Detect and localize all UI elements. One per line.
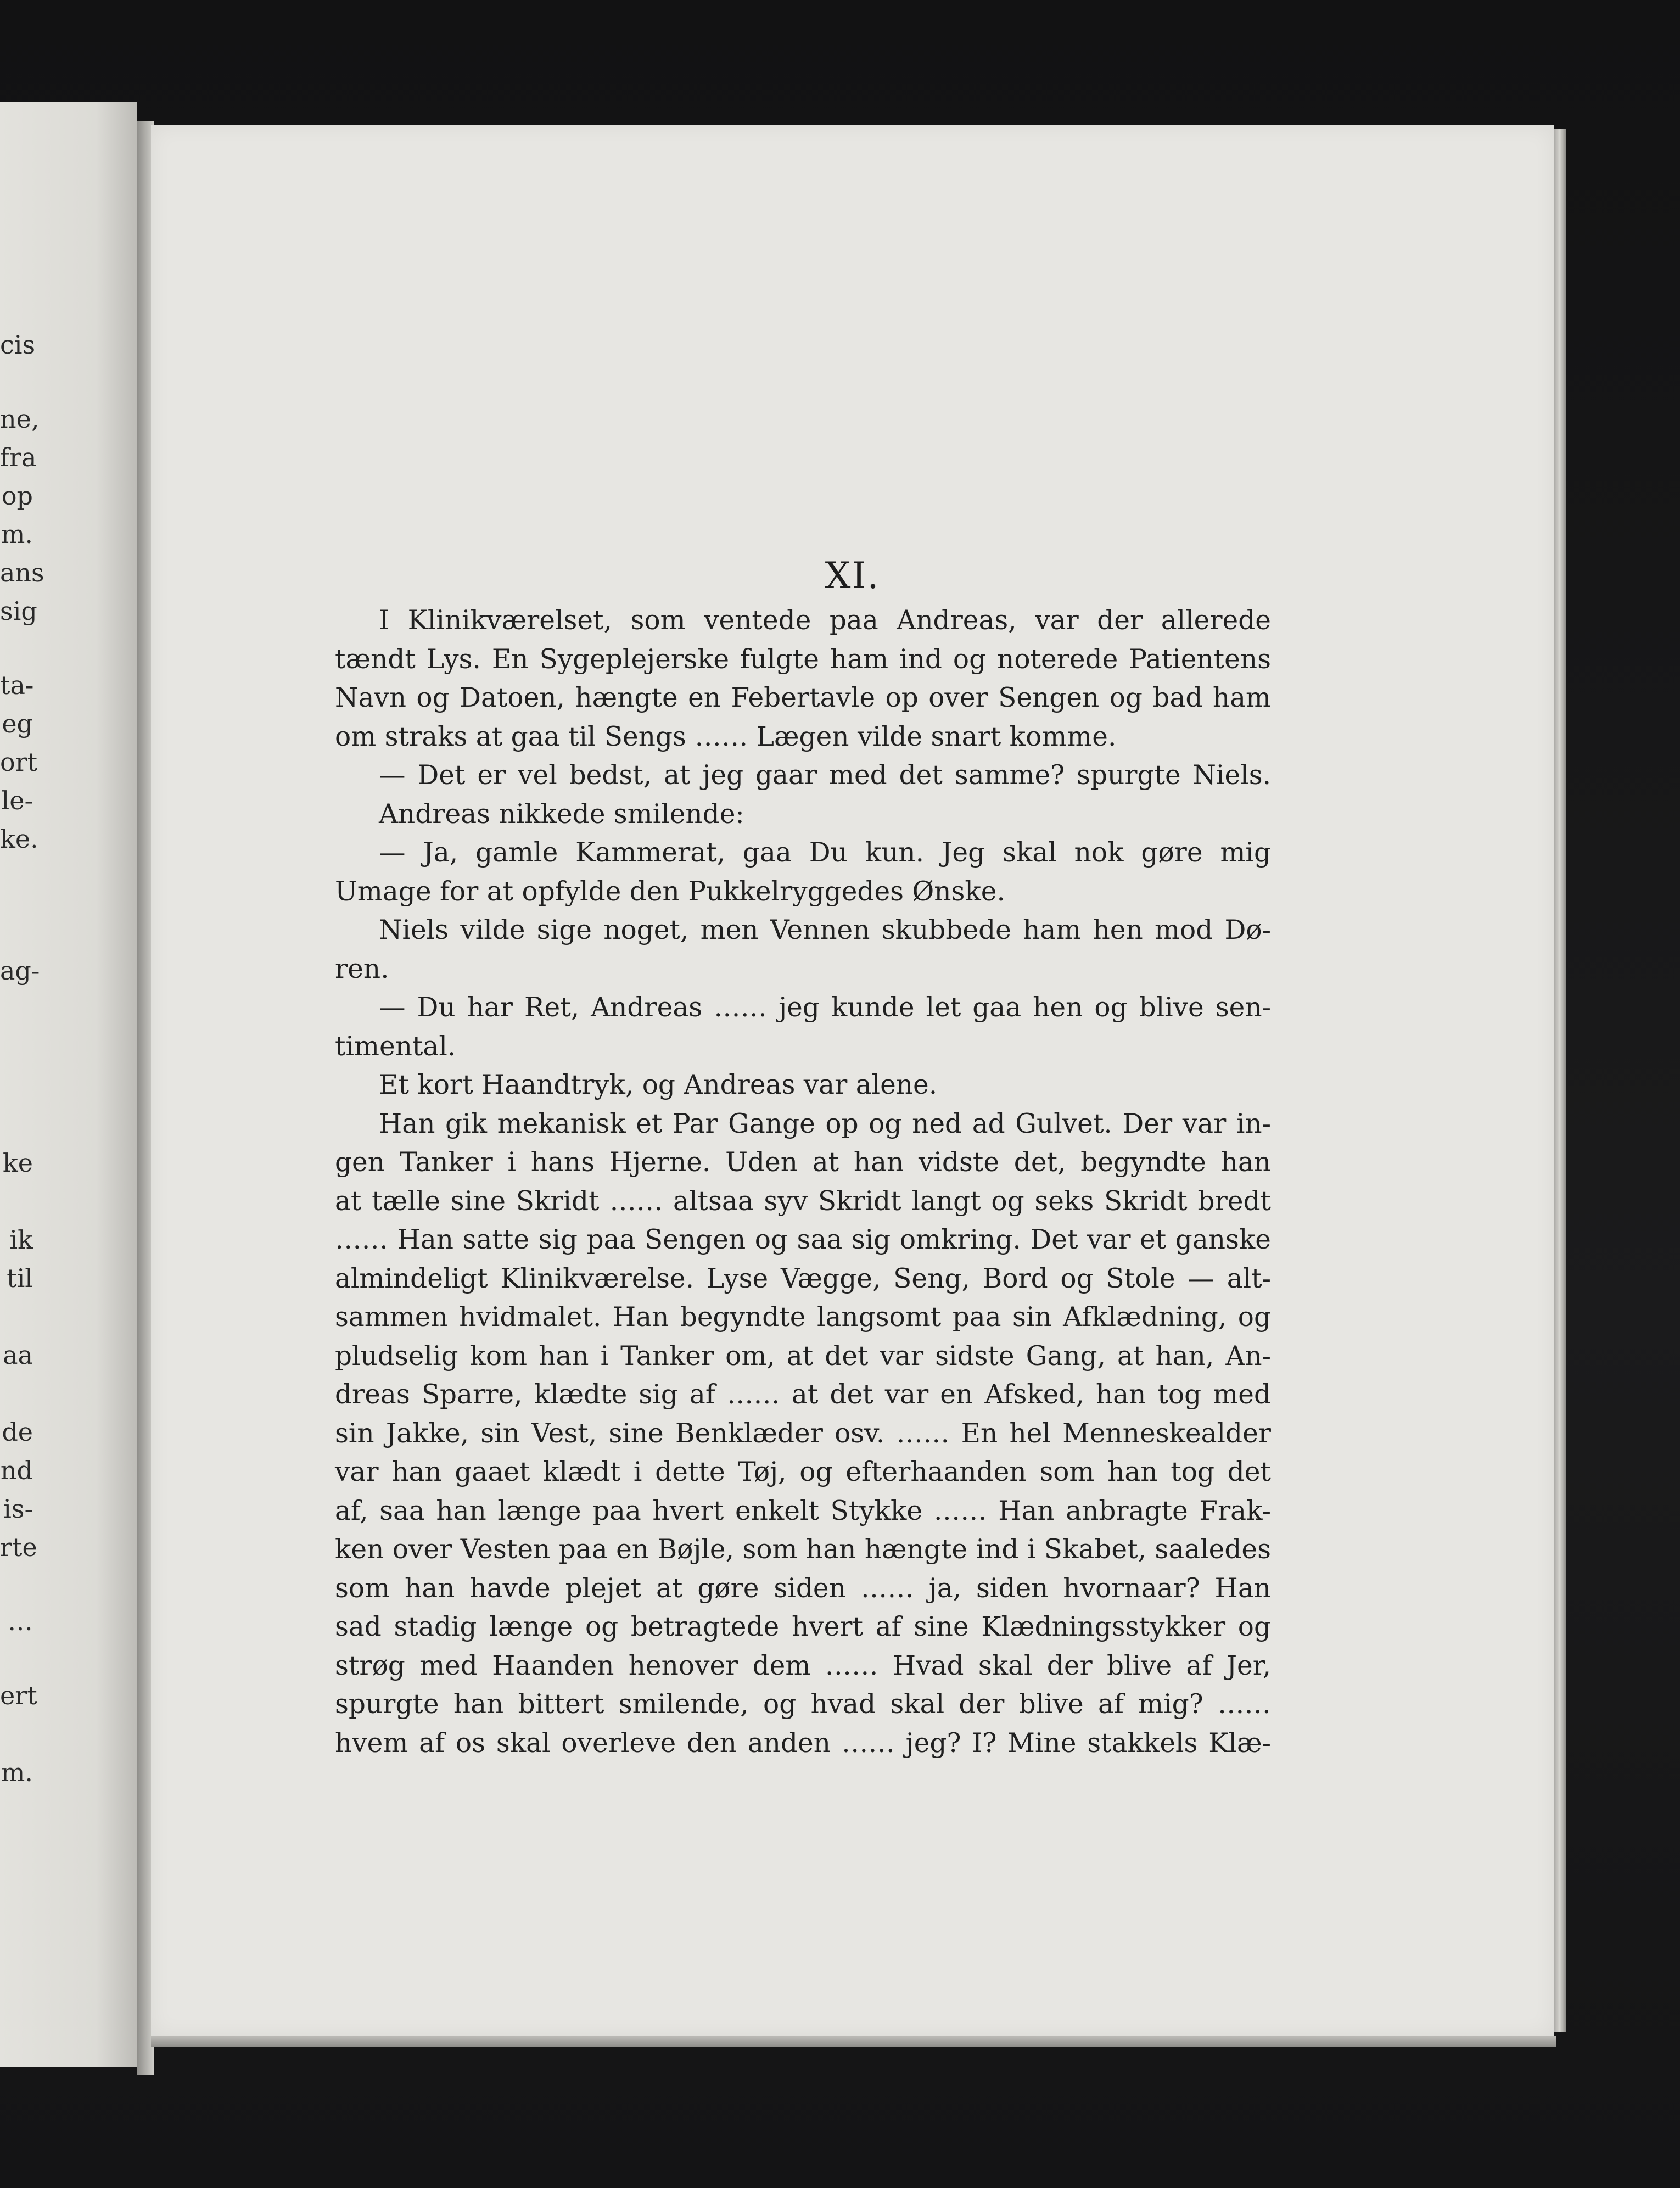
left-page <box>0 102 137 2067</box>
left-page-fragment: ne, <box>0 404 40 434</box>
left-page-fragment: sig <box>0 596 37 626</box>
chapter-body-text <box>335 601 1271 1762</box>
chapter-heading: XI. <box>825 555 880 597</box>
text-line: Et kort Haandtryk, og Andreas var alene. <box>379 1070 938 1100</box>
text-line: sammen hvidmalet. Han begyndte langsomt paa sin Afklædning, og <box>335 1302 1271 1333</box>
left-page-fragment: m. <box>1 519 33 549</box>
left-page-fragment: le- <box>1 786 33 815</box>
left-page-fragment: eg <box>2 709 33 738</box>
text-line: strøg med Haanden henover dem …… Hvad skal der blive af Jer, <box>335 1650 1271 1681</box>
left-page-fragment: ert <box>0 1681 37 1710</box>
text-line: af, saa han længe paa hvert enkelt Stykke …… Han anbragte Frak- <box>335 1495 1271 1526</box>
left-page-fragment: op <box>1 481 33 511</box>
left-page-fragment: rte <box>0 1532 37 1562</box>
page-edge <box>1554 129 1566 2032</box>
text-line: ken over Vesten paa en Bøjle, som han hængte ind i Skabet, saaledes <box>335 1534 1271 1565</box>
left-page-fragment: ke <box>2 1148 33 1178</box>
left-page-fragment: ans <box>0 558 44 587</box>
text-line: — Ja, gamle Kammerat, gaa Du kun. Jeg skal nok gøre mig <box>379 837 1271 868</box>
left-page-fragment: aa <box>3 1340 33 1370</box>
text-line: I Klinikværelset, som ventede paa Andreas, var der allerede <box>379 605 1271 636</box>
text-line: Navn og Datoen, hængte en Febertavle op over Sengen og bad ham <box>335 682 1271 713</box>
text-line: — Du har Ret, Andreas …… jeg kunde let gaa hen og blive sen- <box>379 992 1271 1023</box>
left-page-fragment: cis <box>0 330 36 360</box>
left-page-fragment: fra <box>0 443 37 472</box>
left-page-fragment: … <box>8 1607 33 1636</box>
left-page-fragment: ik <box>9 1225 33 1255</box>
text-line: almindeligt Klinikværelse. Lyse Vægge, Seng, Bord og Stole — alt- <box>335 1263 1271 1294</box>
left-page-fragment: ta- <box>0 670 34 700</box>
left-page-fragment: nd <box>0 1456 33 1485</box>
left-page-fragment: m. <box>1 1758 33 1787</box>
text-line: pludselig kom han i Tanker om, at det var sidste Gang, at han, An- <box>335 1340 1271 1372</box>
left-page-fragment: ke. <box>0 824 38 854</box>
left-page-fragment: de <box>2 1417 33 1447</box>
text-line: sin Jakke, sin Vest, sine Benklæder osv. …… En hel Menneskealder <box>335 1418 1271 1449</box>
text-line: Umage for at opfylde den Pukkelryggedes Ønske. <box>335 876 1005 907</box>
text-line: dreas Sparre, klædte sig af …… at det var en Afsked, han tog med <box>335 1379 1271 1410</box>
text-line: om straks at gaa til Sengs …… Lægen vilde snart komme. <box>335 721 1117 752</box>
text-line: gen Tanker i hans Hjerne. Uden at han vidste det, begyndte han <box>335 1147 1271 1178</box>
text-line: at tælle sine Skridt …… altsaa syv Skridt langt og seks Skridt bredt <box>335 1185 1271 1217</box>
text-line: sad stadig længe og betragtede hvert af sine Klædningsstykker og <box>335 1611 1271 1642</box>
page-bottom-edge <box>151 2036 1556 2047</box>
text-line: spurgte han bittert smilende, og hvad skal der blive af mig? …… <box>335 1689 1271 1720</box>
text-line: var han gaaet klædt i dette Tøj, og efterhaanden som han tog det <box>335 1457 1271 1487</box>
text-line: Han gik mekanisk et Par Gange op og ned ad Gulvet. Der var in- <box>379 1108 1271 1139</box>
left-page-fragment: is- <box>3 1494 33 1524</box>
text-line: ren. <box>335 953 389 984</box>
text-line: Niels vilde sige noget, men Vennen skubbede ham hen mod Dø- <box>379 915 1271 945</box>
text-line: — Det er vel bedst, at jeg gaar med det samme? spurgte Niels. <box>379 760 1271 791</box>
text-line: hvem af os skal overleve den anden …… jeg? I? Mine stakkels Klæ- <box>335 1727 1271 1759</box>
text-line: Andreas nikkede smilende: <box>379 798 744 830</box>
text-line: som han havde plejet at gøre siden …… ja, siden hvornaar? Han <box>335 1573 1271 1604</box>
text-line: tændt Lys. En Sygeplejerske fulgte ham ind og noterede Patientens <box>335 643 1271 675</box>
left-page-fragment: til <box>7 1263 33 1293</box>
left-page-fragment: ag- <box>0 956 40 986</box>
left-page-fragment: ort <box>0 747 38 777</box>
text-line: …… Han satte sig paa Sengen og saa sig omkring. Det var et ganske <box>335 1224 1271 1255</box>
text-line: timental. <box>335 1031 456 1062</box>
